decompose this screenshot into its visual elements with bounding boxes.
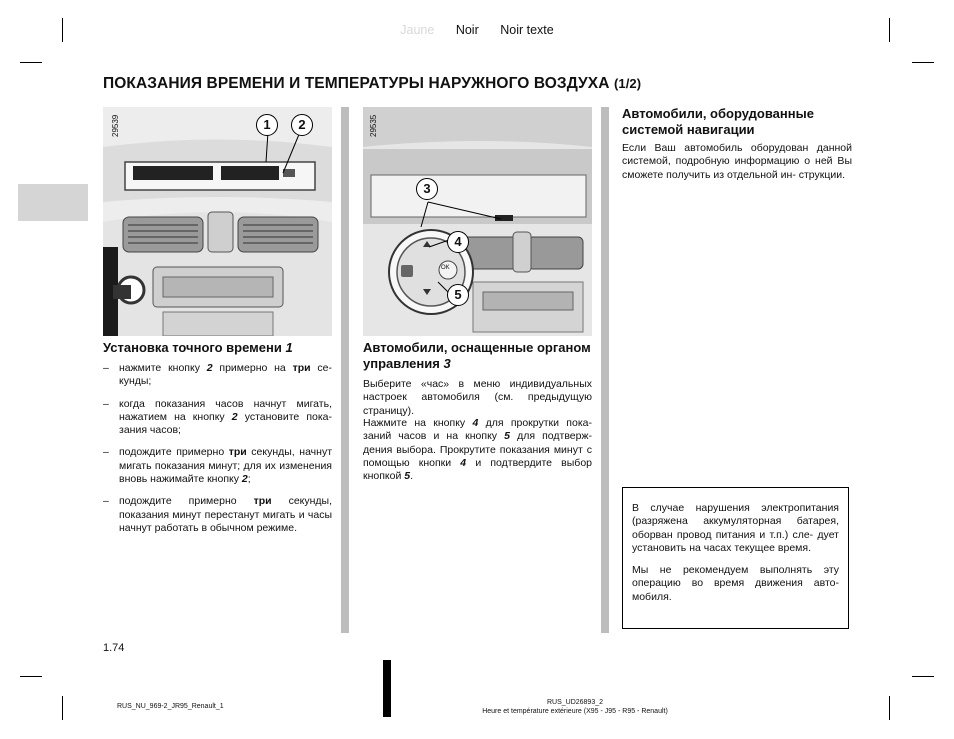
control-para-1: Выберите «час» в меню индивидуальных настроек автомобиля (см. предыдущую страницу).: [363, 378, 592, 417]
footer-right-title: Heure et température extérieure (X95 - J95 - R95 - Renault): [482, 708, 668, 715]
navigation-para: Если Ваш автомобиль оборудован данной системой, подробную информацию о ней Вы сможете получить из отдельной ин- струкции.: [622, 142, 852, 181]
callout-2: 2: [291, 114, 313, 136]
heading-control-unit: Автомобили, оснащенные органом управления 3: [363, 340, 591, 371]
list-item: – подождите примерно три секунды, показания минут перестанут мигать и часы начнут работать в обычном режиме.: [103, 495, 333, 534]
callout-5: 5: [447, 284, 469, 306]
callout-3: 3: [416, 178, 438, 200]
note-box: [622, 487, 849, 629]
color-label-jaune: Jaune: [400, 23, 435, 37]
color-label-noir: Noir: [455, 23, 479, 37]
crop-mark: [20, 676, 42, 677]
list-item: – подождите примерно три секунды, начнут мигать показания минут; для их изменения вновь нажимайте кнопку 2;: [103, 446, 333, 486]
crop-mark: [889, 696, 890, 720]
note-para-1: В случае нарушения электропитания (разряжена аккумуляторная батарея, оборван провод питания и т.п.) сле- дует установить на часах текущее время.: [632, 502, 839, 554]
registration-bar: [383, 660, 391, 717]
figure-control-unit: [363, 107, 592, 336]
step-list: [103, 362, 332, 544]
list-item: – нажмите кнопку 2 примерно на три се- кунды;: [103, 362, 332, 388]
footer-left-code: RUS_NU_969-2_JR95_Renault_1: [117, 703, 224, 710]
crop-mark: [62, 696, 63, 720]
footer-right: [470, 698, 680, 716]
chapter-tab: [18, 184, 88, 221]
list-item: – когда показания часов начнут мигать, нажатием на кнопку 2 установите пока- зания часов;: [103, 397, 333, 437]
figure-code: 29535: [369, 114, 378, 137]
heading-navigation: Автомобили, оборудованные системой навигации: [622, 106, 814, 137]
color-label-noir-texte: Noir texte: [500, 23, 554, 37]
crop-mark: [912, 676, 934, 677]
page-number: 1.74: [103, 642, 125, 654]
ok-button-label: OK: [441, 265, 450, 271]
note-para-2: Мы не рекомендуем выполнять эту операцию во время движения авто- мобиля.: [632, 564, 839, 603]
control-para-2: Нажмите на кнопку 4 для прокрутки пока- заний часов и на кнопку 5 для подтверж- дения выбора. Прокрутите показания минут с помощью кнопки 4 и подтвердите выбор кнопкой 5.: [363, 417, 593, 483]
callout-4: 4: [447, 231, 469, 253]
page-title: ПОКАЗАНИЯ ВРЕМЕНИ И ТЕМПЕРАТУРЫ НАРУЖНОГО ВОЗДУХА (1/2): [103, 75, 642, 92]
footer-right-code: RUS_UD26893_2: [546, 699, 604, 706]
color-separation-labels: [0, 23, 954, 37]
crop-mark: [20, 62, 42, 63]
callout-1: 1: [256, 114, 278, 136]
heading-set-time: Установка точного времени 1: [103, 340, 293, 355]
figure-dashboard-clock: [103, 107, 332, 336]
dashboard-illustration: [103, 107, 332, 336]
column-divider: [601, 107, 609, 633]
crop-mark: [912, 62, 934, 63]
control-unit-illustration: [363, 107, 592, 336]
column-divider: [341, 107, 349, 633]
figure-code: 29539: [111, 114, 120, 137]
